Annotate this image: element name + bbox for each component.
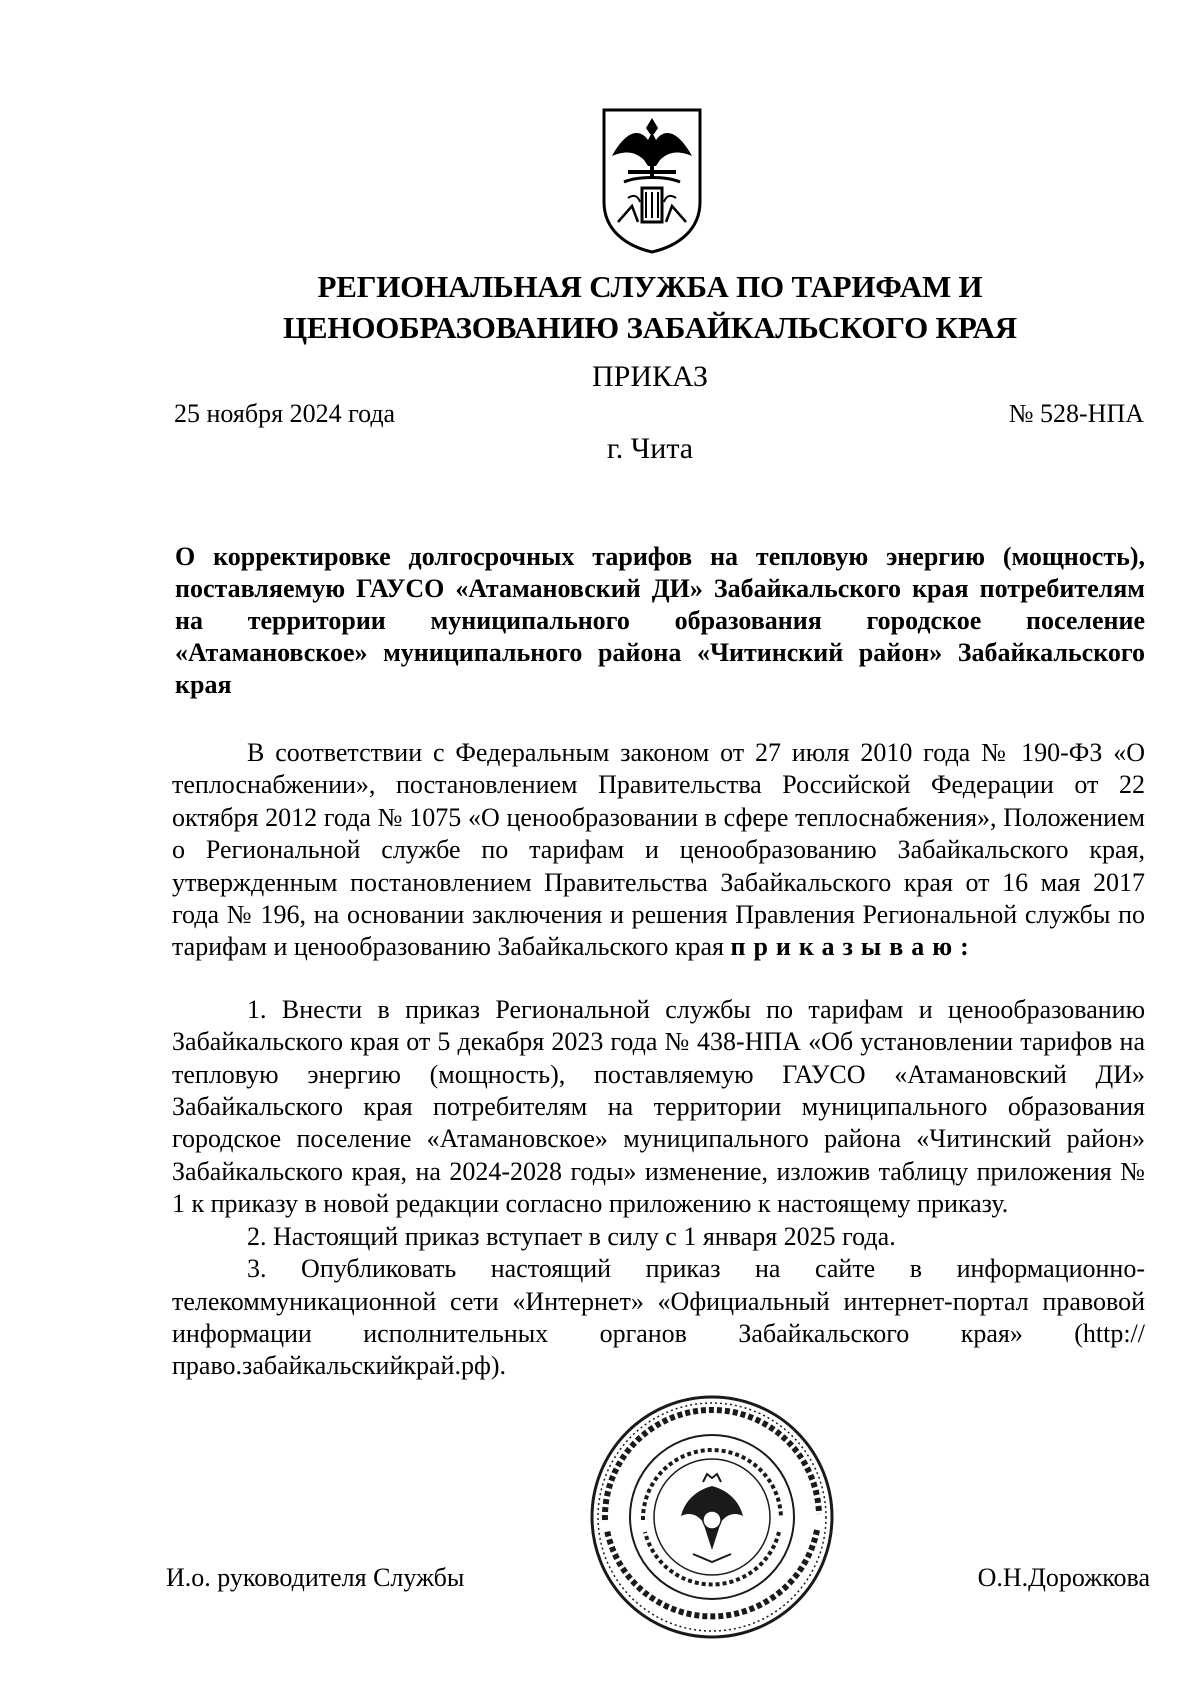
organization-title-line-1: РЕГИОНАЛЬНАЯ СЛУЖБА ПО ТАРИФАМ И <box>317 269 983 304</box>
organization-title-line-2: ЦЕНООБРАЗОВАНИЮ ЗАБАЙКАЛЬСКОГО КРАЯ <box>283 310 1017 345</box>
order-item-1: 1. Внести в приказ Региональной службы по тарифам и ценообразованию Забайкальского края от 5 декабря 2023 года № 438-НПА «Об установлении тарифов на тепловую энергию (мощность), поставляемую ГАУСО «Атамановский ДИ» Забайкальского края потребителям на территории муниципального образования городское поселение «Атамановское» муниципального района «Читинский район» Забайкальского края, на 2024-2028 годы» изменение, изложив таблицу приложения № 1 к приказу в новой редакции согласно приложению к настоящему приказу. <box>172 994 1145 1219</box>
order-item-2: 2. Настоящий приказ вступает в силу с 1 января 2025 года. <box>247 1221 896 1251</box>
document-subject: О корректировке долгосрочных тарифов на тепловую энергию (мощность), поставляемую ГАУСО «Атамановский ДИ» Забайкальского края потребителям на территории муниципального образования городское поселение «Атамановское» муниципального района «Читинский район» Забайкальского края <box>175 542 1145 699</box>
document-city: г. Чита <box>606 432 694 465</box>
signatory-position: И.о. руководителя Службы <box>166 1563 465 1592</box>
document-body <box>172 737 1145 1383</box>
preamble-paragraph <box>172 737 1145 964</box>
signatory-name: О.Н.Дорожкова <box>977 1563 1150 1592</box>
directive-word: приказываю: <box>730 932 977 962</box>
document-number: № 528-НПА <box>1008 399 1144 428</box>
preamble-text: В соответствии с Федеральным законом от 27 июля 2010 года № 190-ФЗ «О теплоснабжении», постановлением Правительства Российской Федерации от 22 октября 2012 года № 1075 «О ценообразовании в сфере теплоснабжения», Положением о Региональной службе по тарифам и ценообразованию Забайкальского края, утвержденным постановлением Правительства Забайкальского края от 16 мая 2017 года № 196, на основании заключения и решения Правления Региональной службы по тарифам и ценообразованию Забайкальского края <box>172 738 1145 962</box>
official-seal-icon <box>585 1390 839 1644</box>
document-type: ПРИКАЗ <box>592 360 708 393</box>
document-date: 25 ноября 2024 года <box>174 399 396 428</box>
order-item-3: 3. Опубликовать настоящий приказ на сайте в информационно-телекоммуникационной сети «Интернет» «Официальный интернет-портал правовой информации исполнительных органов Забайкальского края» (http://право.забайкальскийкрай.рф). <box>172 1254 1145 1381</box>
coat-of-arms-icon <box>598 106 706 256</box>
organization-title <box>200 266 1100 348</box>
